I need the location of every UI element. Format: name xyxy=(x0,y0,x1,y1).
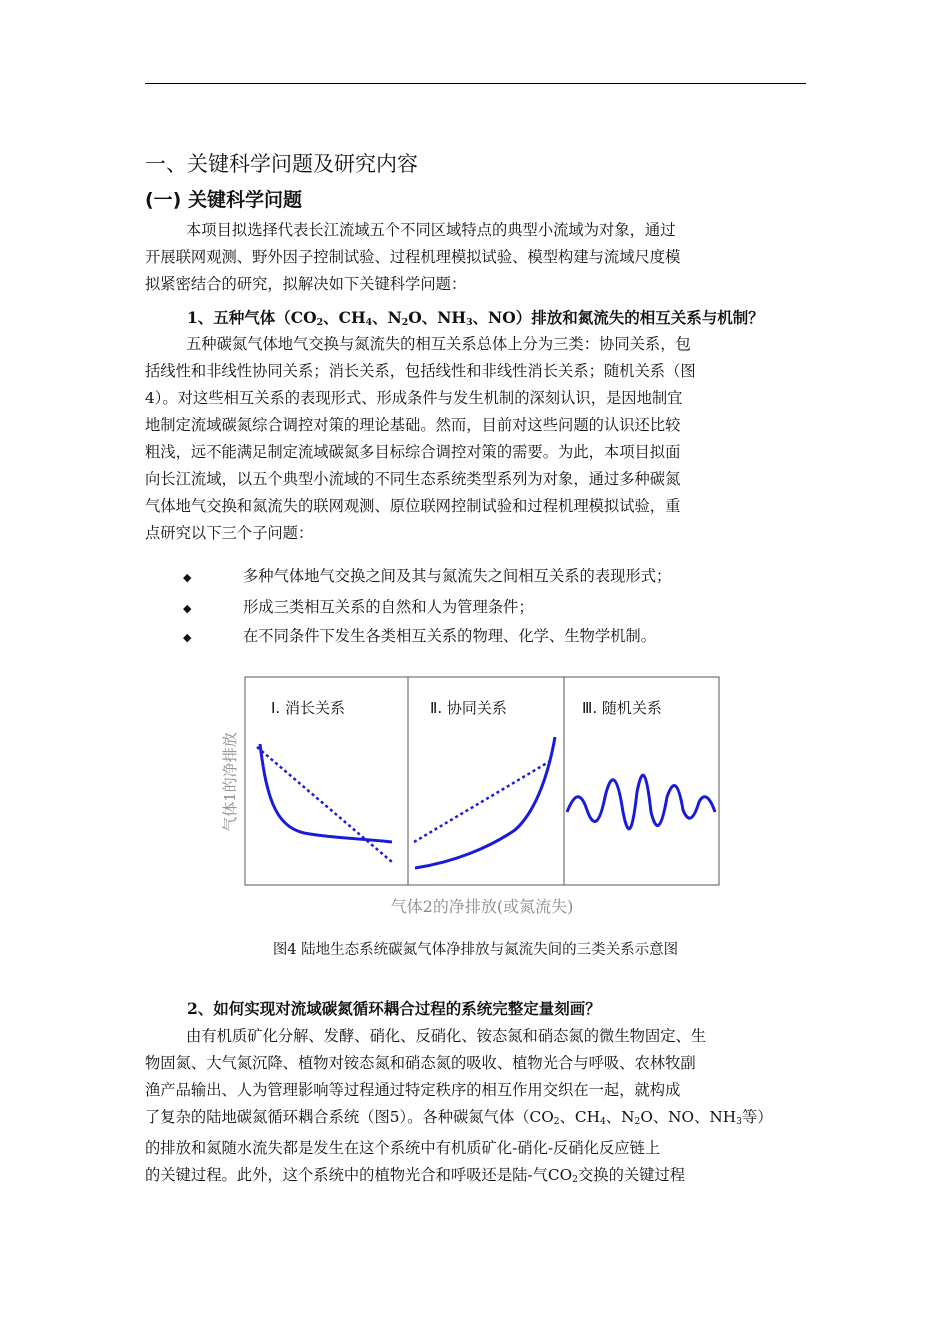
q1-line: 点研究以下三个子问题： xyxy=(145,524,314,542)
bullet-item: ◆ 形成三类相互关系的自然和人为管理条件； xyxy=(183,598,534,616)
tradeoff-curve xyxy=(260,744,392,842)
q1-line: 五种碳氮气体地气交换与氮流失的相互关系总体上分为三类：协同关系，包 xyxy=(186,335,691,353)
intro-line: 拟紧密结合的研究，拟解决如下关键科学问题： xyxy=(145,275,467,293)
q1-line: 向长江流域，以五个典型小流域的不同生态系统类型系列为对象，通过多种碳氮 xyxy=(145,470,681,488)
tradeoff-line xyxy=(257,747,392,862)
q2-line: 了复杂的陆地碳氮循环耦合系统（图5）。各种碳氮气体（$CO_2$、$CH_4$、$N_2O$、NO、$NH_3$等） xyxy=(145,1108,773,1127)
diamond-bullet-icon: ◆ xyxy=(183,602,192,615)
figure-4 xyxy=(215,672,725,922)
q2-line: 由有机质矿化分解、发酵、硝化、反硝化、铵态氮和硝态氮的微生物固定、生 xyxy=(186,1027,707,1045)
q1-line: 气体地气交换和氮流失的联网观测、原位联网控制试验和过程机理模拟试验，重 xyxy=(145,497,681,515)
q1-line: 括线性和非线性协同关系；消长关系，包括线性和非线性消长关系；随机关系（图 xyxy=(145,362,696,380)
synergy-line xyxy=(414,760,552,842)
random-curve xyxy=(567,775,715,829)
panel-3-title: Ⅲ. 随机关系 xyxy=(582,699,662,717)
bullet-item: ◆ 多种气体地气交换之间及其与氮流失之间相互关系的表现形式； xyxy=(183,567,672,585)
bullet-item: ◆ 在不同条件下发生各类相互关系的物理、化学、生物学机制。 xyxy=(183,627,657,645)
intro-paragraph xyxy=(145,217,806,298)
q1-line: 4）。对这些相互关系的表现形式、形成条件与发生机制的深刻认识，是因地制宜 xyxy=(145,389,683,407)
q1-line: 地制定流域碳氮综合调控对策的理论基础。然而，目前对这些问题的认识还比较 xyxy=(145,416,681,434)
synergy-curve xyxy=(415,737,555,868)
q2-line: 的排放和氮随水流失都是发生在这个系统中有机质矿化-硝化-反硝化反应链上 xyxy=(145,1139,661,1157)
x-axis-label: 气体2的净排放(或氮流失) xyxy=(390,897,574,916)
question-1: 1、五种气体（$CO_2$、$CH_4$、$N_2O$、$NH_3$、NO）排放和氮流失的相互关系与机制？ xyxy=(187,308,764,328)
question-2: 2、如何实现对流域碳氮循环耦合过程的系统完整定量刻画？ xyxy=(187,999,601,1018)
intro-line: 本项目拟选择代表长江流域五个不同区域特点的典型小流域为对象，通过 xyxy=(186,221,676,239)
section-heading: 一、关键科学问题及研究内容 xyxy=(145,152,418,176)
header-rule xyxy=(145,83,806,84)
q2-line: 的关键过程。此外，这个系统中的植物光合和呼吸还是陆-气$CO_2$交换的关键过程 xyxy=(145,1166,686,1185)
question-2-paragraph xyxy=(145,1023,806,1193)
subsection-heading: (一) 关键科学问题 xyxy=(145,189,302,211)
y-axis-label: 气体1的净排放 xyxy=(221,732,239,832)
figure-caption: 图4 陆地生态系统碳氮气体净排放与氮流失间的三类关系示意图 xyxy=(272,942,679,958)
q2-line: 渔产品输出、人为管理影响等过程通过特定秩序的相互作用交织在一起，就构成 xyxy=(145,1081,681,1099)
question-1-paragraph xyxy=(145,331,806,547)
q2-line: 物固氮、大气氮沉降、植物对铵态氮和硝态氮的吸收、植物光合与呼吸、农林牧副 xyxy=(145,1054,696,1072)
panel-2-title: Ⅱ. 协同关系 xyxy=(430,699,507,717)
panel-1-title: Ⅰ. 消长关系 xyxy=(271,699,345,717)
diamond-bullet-icon: ◆ xyxy=(183,631,192,644)
q1-line: 粗浅，远不能满足制定流域碳氮多目标综合调控对策的需要。为此，本项目拟面 xyxy=(145,443,681,461)
diamond-bullet-icon: ◆ xyxy=(183,571,192,584)
intro-line: 开展联网观测、野外因子控制试验、过程机理模拟试验、模型构建与流域尺度模 xyxy=(145,248,681,266)
